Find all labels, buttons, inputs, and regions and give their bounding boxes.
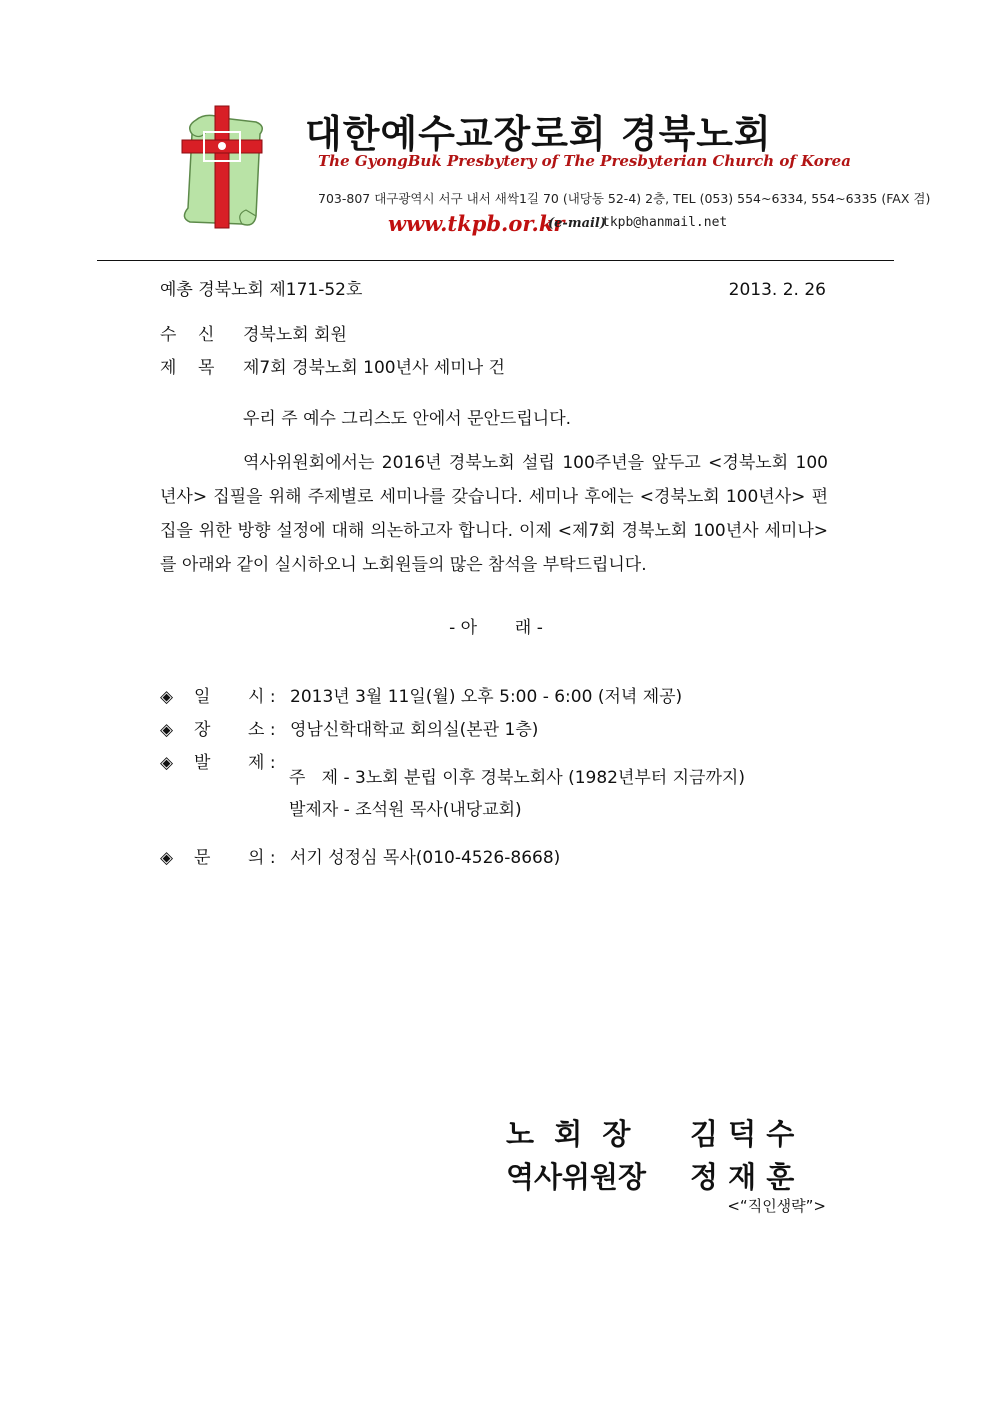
signer-2-name: 정 재 훈: [690, 1160, 795, 1194]
item-presentation-label: 발: [194, 753, 211, 773]
org-name-english: The GyongBuk Presbytery of The Presbyterian Church of Korea: [318, 152, 851, 170]
seal-omitted-note: <“직인생략”>: [727, 1197, 826, 1215]
recipient-label: 수 신: [160, 325, 215, 345]
recipient: 경북노회 회원: [243, 325, 347, 345]
item-date-label: 일: [194, 687, 211, 707]
body-paragraph: 역사위원회에서는 2016년 경북노회 설립 100주년을 앞두고 <경북노회 100년사> 집필을 위해 주제별로 세미나를 갖습니다. 세미나 후에는 <경북노회 100년사> 편집을 위한 방향 설정에 대해 의논하고자 합니다. 이제 <제7회 경북노회 100년사 세미나>를 아래와 같이 실시하오니 노회원들의 많은 참석을 부탁드립니다.: [160, 453, 828, 575]
item-place-value: 영남신학대학교 회의실(본관 1층): [290, 720, 539, 740]
subject: 제7회 경북노회 100년사 세미나 건: [243, 358, 505, 378]
diamond-bullet-icon: ◈: [160, 848, 174, 868]
item-contact: [160, 843, 560, 868]
signer-1-name: 김 덕 수: [690, 1117, 795, 1151]
item-place: [160, 715, 538, 740]
item-date-value: 2013년 3월 11일(월) 오후 5:00 - 6:00 (저녁 제공): [290, 687, 683, 707]
presentation-topic: 주 제 - 3노회 분립 이후 경북노회사 (1982년부터 지금까지): [289, 768, 745, 788]
header-divider: [97, 260, 894, 261]
item-contact-label-2: 의 :: [248, 848, 276, 868]
item-date-label-2: 시 :: [248, 687, 276, 707]
org-email-link[interactable]: tkpb@hanmail.net: [602, 215, 728, 230]
signer-1-title: 노 회 장: [506, 1117, 631, 1151]
presbytery-logo: [176, 104, 268, 232]
item-contact-value: 서기 성정심 목사(010-4526-8668): [290, 848, 561, 868]
org-website-link[interactable]: www.tkpb.or.kr: [388, 211, 565, 236]
diamond-bullet-icon: ◈: [160, 720, 174, 740]
item-presentation: [160, 748, 290, 773]
diamond-bullet-icon: ◈: [160, 687, 174, 707]
doc-date: 2013. 2. 26: [728, 280, 826, 300]
cross-scroll-icon: [176, 104, 268, 232]
signer-2-title: 역사위원장: [506, 1160, 647, 1194]
doc-number: 예총 경북노회 제171-52호: [160, 280, 363, 300]
diamond-bullet-icon: ◈: [160, 753, 174, 773]
email-label: (e-mail): [548, 216, 607, 231]
item-contact-label: 문: [194, 848, 211, 868]
subject-label: 제 목: [160, 358, 215, 378]
item-place-label-2: 소 :: [248, 720, 276, 740]
greeting: 우리 주 예수 그리스도 안에서 문안드립니다.: [243, 409, 572, 429]
notice-heading: - 아 래 -: [449, 618, 543, 638]
item-date: [160, 682, 682, 707]
item-presentation-label-2: 제 :: [248, 753, 276, 773]
org-name: 대한예수교장로회 경북노회: [305, 111, 772, 156]
item-place-label: 장: [194, 720, 211, 740]
presentation-presenter: 발제자 - 조석원 목사(내당교회): [289, 800, 522, 820]
org-address: 703-807 대구광역시 서구 내서 새싹1길 70 (내당동 52-4) 2층, TEL (053) 554~6334, 554~6335 (FAX 겸): [318, 191, 931, 206]
